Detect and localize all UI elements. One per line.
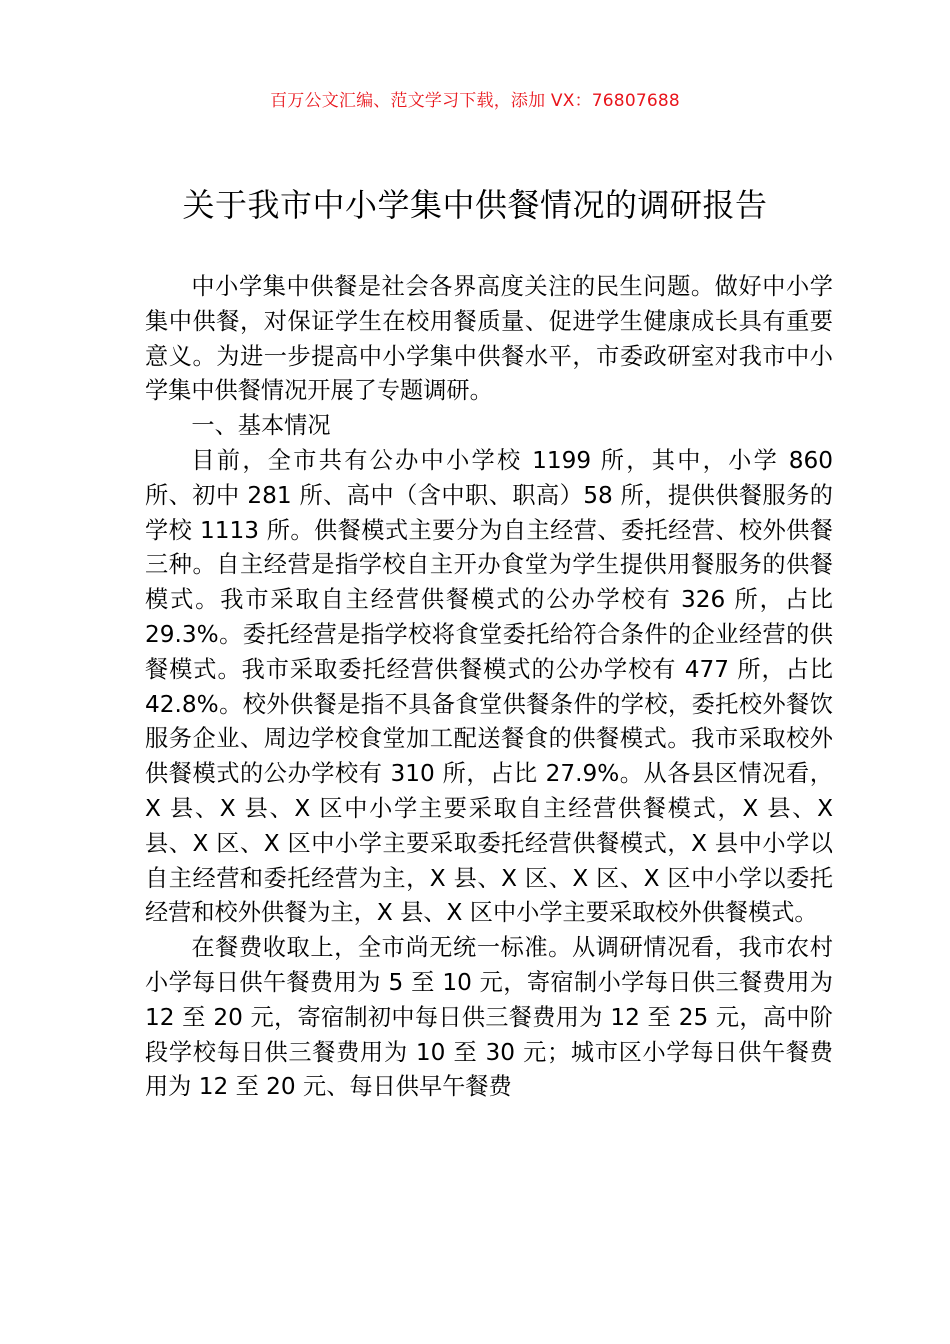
watermark-header: 百万公文汇编、范文学习下载，添加 VX：76807688	[270, 91, 680, 111]
document-title: 关于我市中小学集中供餐情况的调研报告	[182, 186, 768, 224]
section-heading: 一、基本情况	[191, 412, 331, 440]
basic-situation-paragraph: 目前，全市共有公办中小学校 1199 所，其中，小学 860 所、初中 281 所、高中（含中职、职高）58 所，提供供餐服务的学校 1113 所。供餐模式主要分为自主经营、委托经营、校外供餐三种。自主经营是指学校自主开办食堂为学生提供用餐服务的供餐模式。我市采取自主经营供餐模式的公办学校有 326 所，占比 29.3%。委托经营是指学校将食堂委托给符合条件的企业经营的供餐模式。我市采取委托经营供餐模式的公办学校有 477 所，占比 42.8%。校外供餐是指不具备食堂供餐条件的学校，委托校外餐饮服务企业、周边学校食堂加工配送餐食的供餐模式。我市采取校外供餐模式的公办学校有 310 所，占比 27.9%。从各县区情况看，X 县、X 县、X 区中小学主要采取自主经营供餐模式，X 县、X 县、X 区、X 区中小学主要采取委托经营供餐模式，X 县中小学以自主经营和委托经营为主，X 县、X 区、X 区、X 区中小学以委托经营和校外供餐为主，X 县、X 区中小学主要采取校外供餐模式。	[145, 446, 833, 927]
intro-paragraph: 中小学集中供餐是社会各界高度关注的民生问题。做好中小学集中供餐，对保证学生在校用餐质量、促进学生健康成长具有重要意义。为进一步提高中小学集中供餐水平，市委政研室对我市中小学集中供餐情况开展了专题调研。	[145, 273, 833, 405]
document-body	[145, 270, 833, 1105]
meal-fee-paragraph: 在餐费收取上，全市尚无统一标准。从调研情况看，我市农村小学每日供午餐费用为 5 至 10 元，寄宿制小学每日供三餐费用为 12 至 20 元，寄宿制初中每日供三餐费用为 12 至 25 元，高中阶段学校每日供三餐费用为 10 至 30 元；城市区小学每日供午餐费用为 12 至 20 元、每日供早午餐费	[145, 934, 833, 1101]
